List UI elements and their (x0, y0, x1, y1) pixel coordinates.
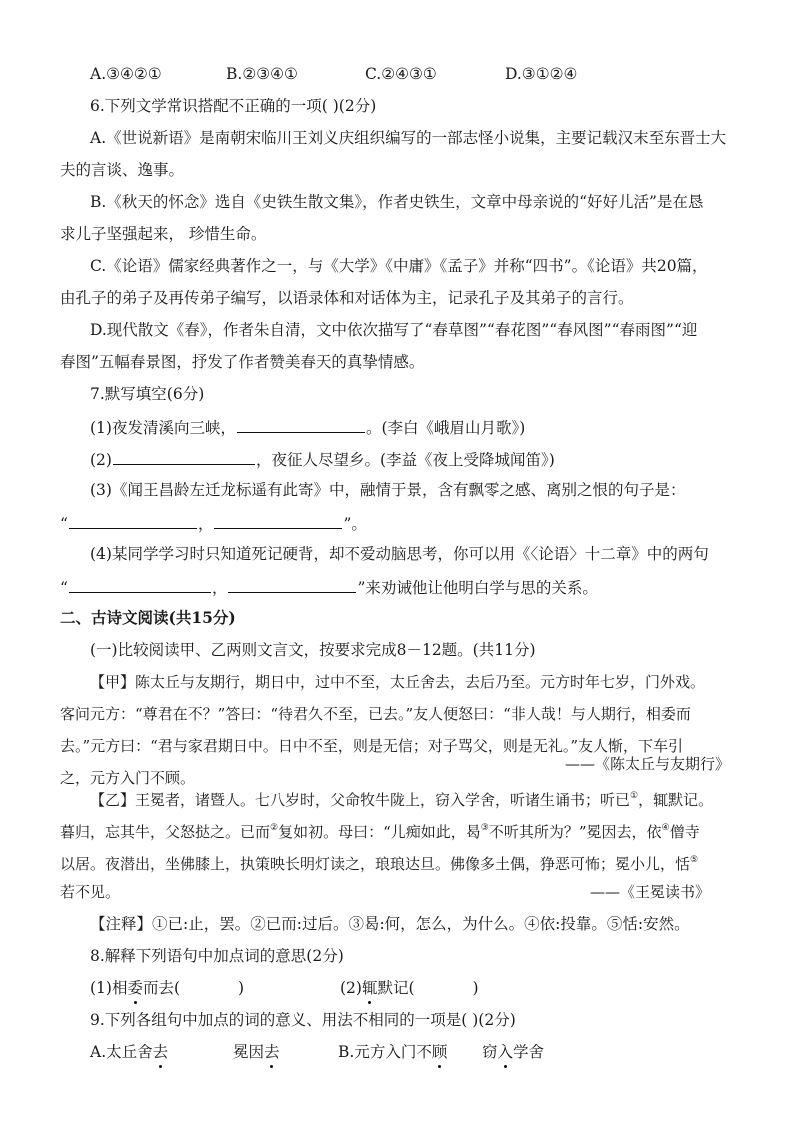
passage-jia-line2: 客问元方：“尊君在不？”答曰：“待君久不至，已去。”友人便怒曰：“非人哉！与人期行，相委而 (60, 705, 691, 723)
passage-yi-line1 (90, 785, 713, 811)
passage-yi-line4: 若不见。 (60, 883, 121, 901)
q7-item-2-pre: (2) (90, 451, 112, 469)
section-2-title: 二、古诗文阅读(共15分) (60, 608, 236, 627)
passage-jia-line3: 去。”元方曰：“君与家君期日中。日中不至，则是无信；对子骂父，则是无礼。”友人惭，下车引 (60, 737, 684, 755)
answer-blank[interactable] (237, 415, 365, 433)
open-quote: “ (60, 579, 68, 597)
q7-item-2 (90, 447, 555, 471)
q6-option-c-line2: 由孔子的弟子及再传弟子编写，以语录体和对话体为主，记录孔子及其弟子的言行。 (60, 289, 634, 307)
passage-jia-line1: 【甲】陈太丘与友期行，期日中，过中不至，太丘舍去，去后乃至。元方时年七岁，门外戏。 (90, 673, 706, 691)
q8-text: 而去( (142, 979, 181, 997)
q7-item-4-line2 (60, 575, 598, 599)
yi-text: 【乙】王冕者，诸暨人。七八岁时，父命牧牛陇上，窃入学舍，听诸生诵书；听已 (90, 791, 631, 809)
q9-stem: 9.下列各组句中加点的词的意义、用法不相同的一项是( )(2分) (90, 1011, 516, 1029)
q8-stem: 8.解释下列语句中加点词的意思(2分) (90, 947, 344, 965)
q9-text: A.太丘舍 (90, 1043, 153, 1061)
q8-text: ) (472, 979, 479, 997)
q5-option-c: C.②④③① (365, 65, 437, 83)
q6-option-b-line2: 求儿子坚强起来， 珍惜生命。 (60, 225, 267, 243)
q8-text: ) (238, 979, 245, 997)
answer-blank[interactable] (228, 575, 356, 593)
footnote-marker: ④ (661, 823, 670, 833)
q7-item-3-line2 (60, 511, 367, 535)
q8-item-2 (340, 977, 479, 999)
section-2-subtitle: (一)比较阅读甲、乙两则文言文，按要求完成8－12题。(共11分) (90, 641, 536, 659)
q7-stem: 7.默写填空(6分) (90, 385, 205, 403)
q7-item-1-pre: (1)夜发清溪向三峡， (90, 419, 236, 437)
passage-jia-source: ——《陈太丘与友期行》 (565, 755, 731, 773)
q6-option-a-line2: 夫的言谈、逸事。 (60, 161, 185, 179)
q6-stem: 6.下列文学常识搭配不正确的一项( )(2分) (90, 97, 377, 115)
dotted-word: 辄 (361, 979, 378, 997)
close-quote: ”。 (343, 515, 367, 533)
dotted-word: 委 (127, 979, 143, 997)
q8-text: (2) (340, 979, 362, 997)
yi-text: 以居。夜潜出，坐佛膝上，执策映长明灯读之，琅琅达旦。佛像多土偶，狰恶可怖；冕小儿，恬 (60, 855, 691, 873)
q9-option-b-pair (482, 1041, 544, 1063)
yi-text: 暮归，忘其牛，父怒挞之。已而 (60, 823, 271, 841)
q7-item-4-line1: (4)某同学学习时只知道死记硬背，却不爱动脑思考，你可以用《〈论语〉十二章》中的两句 (90, 545, 709, 563)
answer-blank[interactable] (214, 511, 342, 529)
q6-option-d-line1: D.现代散文《春》，作者朱自清，文中依次描写了“春草图”“春花图”“春风图”“春雨图”“迎 (90, 321, 698, 339)
q7-item-1-post: 。(李白《峨眉山月歌》) (365, 419, 526, 437)
passage-yi-source: ——《王冕读书》 (590, 883, 711, 901)
q6-option-d-line2: 春图”五幅春景图，抒发了作者赞美春天的真挚情感。 (60, 353, 425, 371)
passage-jia-line4: 之，元方入门不顾。 (60, 769, 196, 787)
answer-blank[interactable] (69, 575, 211, 593)
q5-option-d: D.③①②④ (505, 65, 578, 83)
open-quote: “ (60, 515, 68, 533)
q6-option-a-line1: A.《世说新语》是南朝宋临川王刘义庆组织编写的一部志怪小说集，主要记载汉末至东晋士大 (90, 129, 727, 147)
passage-yi-line3 (60, 849, 698, 875)
footnote-marker: ② (270, 823, 279, 833)
answer-blank[interactable] (69, 511, 197, 529)
q9-option-b (338, 1041, 447, 1063)
comma: ， (197, 515, 214, 533)
annotation-notes: 【注释】①已:止，罢。②已而:过后。③曷:何，怎么，为什么。④依:投靠。⑤恬:安然。 (90, 915, 690, 933)
dotted-word: 顾 (431, 1043, 448, 1061)
q9-text: 窃 (482, 1043, 498, 1061)
q6-option-c-line1: C.《论语》儒家经典著作之一，与《大学》《中庸》《孟子》并称“四书”。《论语》共20篇， (90, 257, 708, 275)
yi-text: 复如初。母曰：“儿痴如此，曷 (278, 823, 481, 841)
yi-text: ，辄默记。 (638, 791, 714, 809)
yi-text: 僧寺 (669, 823, 700, 841)
footnote-marker: ⑤ (690, 855, 699, 865)
q5-option-b: B.②③④① (226, 65, 298, 83)
comma: ， (211, 579, 228, 597)
close-quote-text: ”来劝诫他让他明白学与思的关系。 (357, 579, 598, 597)
dotted-word: 去 (152, 1043, 169, 1061)
q9-text: 学舍 (513, 1043, 545, 1061)
q8-text: 默记( (377, 979, 415, 997)
q8-text: (1)相 (90, 979, 128, 997)
q9-text: B.元方入门不 (338, 1043, 432, 1061)
q7-item-1 (90, 415, 525, 439)
q7-item-2-post: ，夜征人尽望乡。(李益《夜上受降城闻笛》) (255, 451, 555, 469)
footnote-marker: ③ (480, 823, 489, 833)
dotted-word: 去 (264, 1043, 280, 1061)
q9-option-a (90, 1041, 168, 1063)
q8-item-1 (90, 977, 244, 999)
passage-yi-line2 (60, 817, 700, 843)
q7-item-3-line1: (3)《闻王昌龄左迁龙标遥有此寄》中，融情于景，含有飘零之感、离别之恨的句子是： (90, 481, 686, 499)
dotted-word: 入 (497, 1043, 514, 1061)
yi-text: 不听其所为？”冕因去，依 (488, 823, 662, 841)
footnote-marker: ① (630, 791, 639, 801)
q5-option-a: A.③④②① (90, 65, 162, 83)
answer-blank[interactable] (113, 447, 255, 465)
q9-text: 冕因 (233, 1043, 265, 1061)
q6-option-b-line1: B.《秋天的怀念》选自《史铁生散文集》，作者史铁生，文章中母亲说的“好好儿活”是在恳 (90, 193, 704, 211)
q9-option-a-pair (233, 1041, 280, 1063)
